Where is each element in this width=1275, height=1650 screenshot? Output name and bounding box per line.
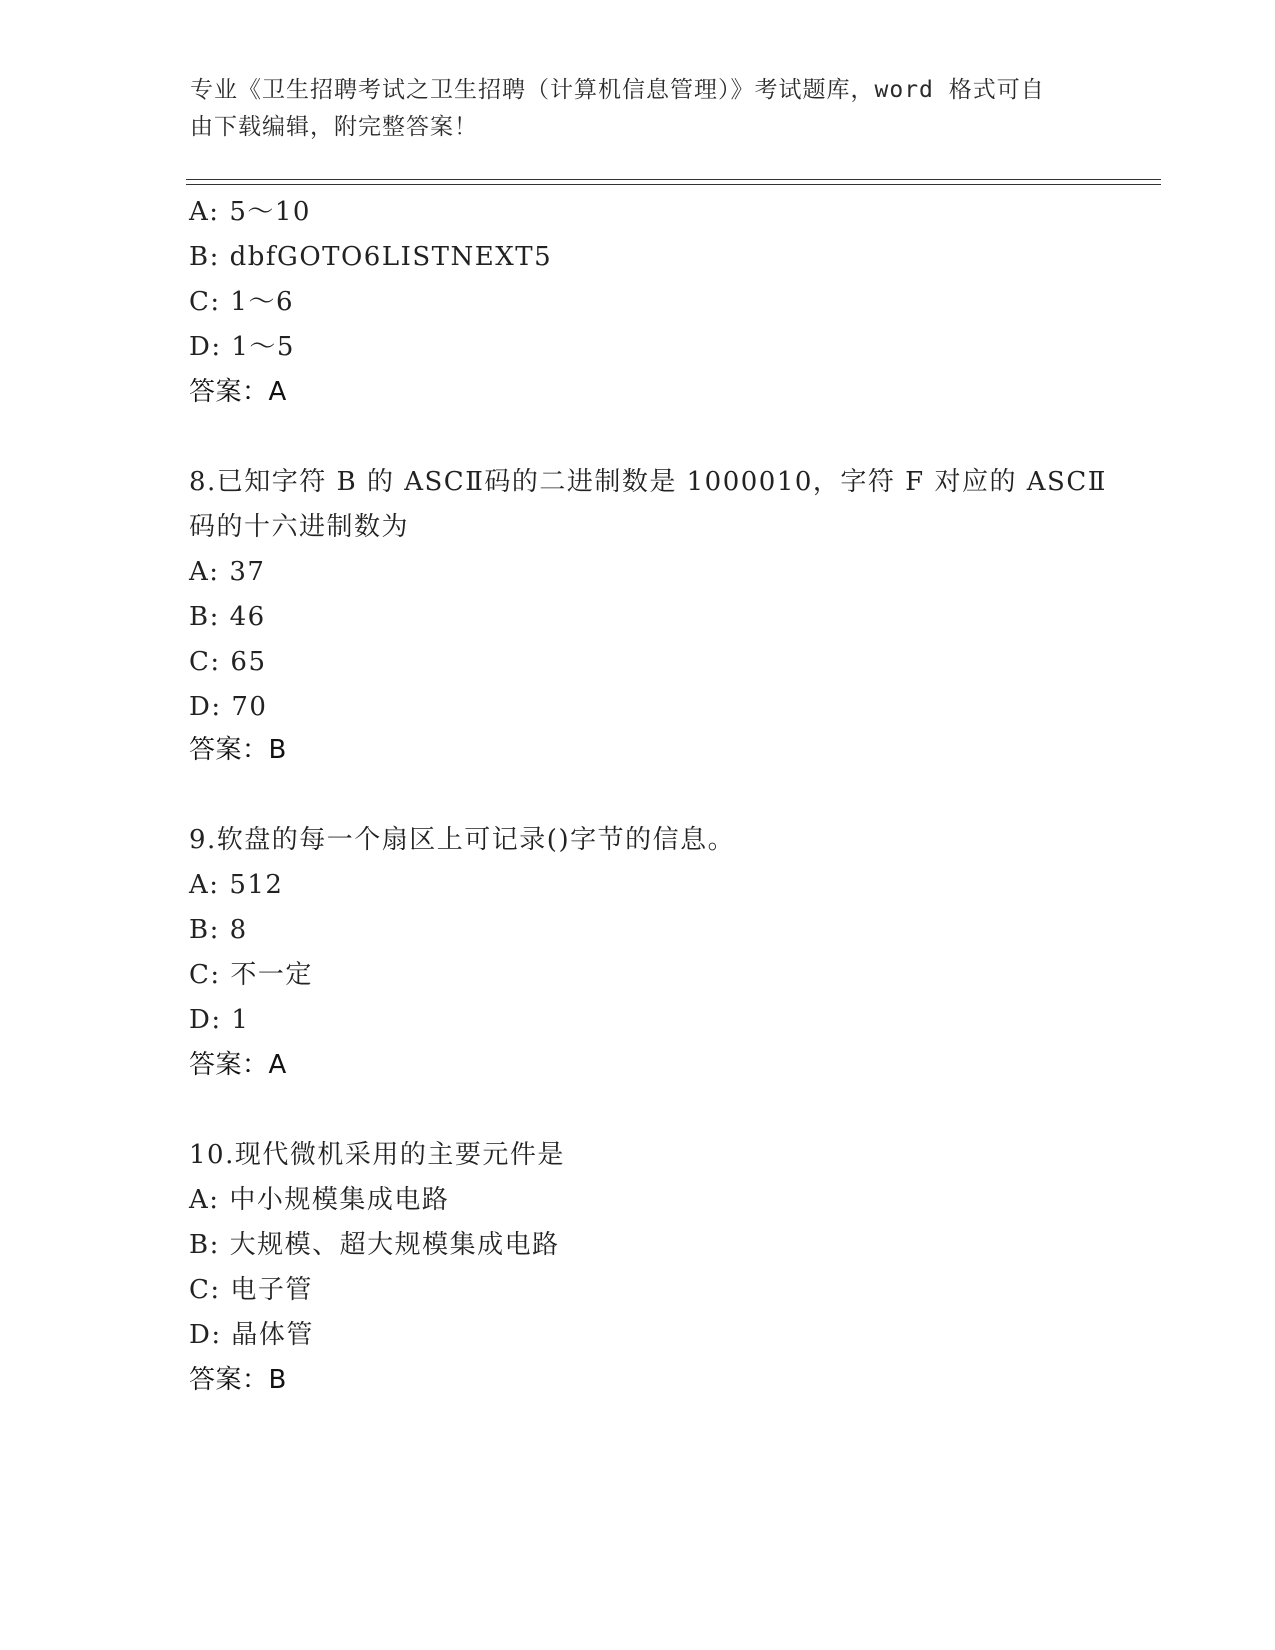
q7-option-d bbox=[189, 330, 295, 364]
option-text: 65 bbox=[230, 647, 267, 677]
option-letter: D: bbox=[189, 332, 222, 362]
q10-option-d bbox=[189, 1318, 314, 1352]
option-text: 1 bbox=[231, 1005, 250, 1035]
option-letter: B: bbox=[189, 602, 220, 632]
option-letter: A: bbox=[189, 557, 220, 587]
q8-option-c bbox=[189, 645, 267, 679]
option-text: 512 bbox=[229, 870, 284, 900]
option-text: 1～6 bbox=[230, 287, 295, 317]
option-letter: D: bbox=[189, 1005, 222, 1035]
q8-stem-line-1: 8.已知字符 B 的 ASCⅡ码的二进制数是 1000010，字符 F 对应的 ASCⅡ bbox=[189, 467, 1107, 497]
q8-answer: 答案：B bbox=[189, 735, 287, 765]
option-text: 5～10 bbox=[229, 197, 311, 227]
q8-option-a bbox=[189, 555, 265, 589]
q8-stem-line-2: 码的十六进制数为 bbox=[189, 512, 410, 542]
option-letter: A: bbox=[189, 870, 220, 900]
q10-option-c bbox=[189, 1273, 313, 1307]
document-header bbox=[190, 72, 1090, 146]
option-letter: D: bbox=[189, 692, 222, 722]
option-letter: C: bbox=[189, 960, 221, 990]
option-letter: D: bbox=[189, 1320, 222, 1350]
option-letter: C: bbox=[189, 1275, 221, 1305]
option-text: 中小规模集成电路 bbox=[229, 1185, 450, 1215]
option-letter: A: bbox=[189, 1185, 220, 1215]
header-line-2: 由下载编辑，附完整答案！ bbox=[190, 114, 478, 140]
option-letter: B: bbox=[189, 915, 220, 945]
header-rule-bottom bbox=[186, 184, 1161, 185]
q9-answer: 答案：A bbox=[189, 1050, 287, 1080]
option-text: 1～5 bbox=[231, 332, 295, 362]
q8-option-b bbox=[189, 600, 266, 634]
q10-answer: 答案：B bbox=[189, 1365, 287, 1395]
q10-option-b bbox=[189, 1228, 560, 1262]
header-line-1: 专业《卫生招聘考试之卫生招聘（计算机信息管理）》考试题库，word 格式可自 bbox=[190, 77, 1045, 103]
option-letter: C: bbox=[189, 287, 221, 317]
option-text: 37 bbox=[229, 557, 266, 587]
q8-option-d bbox=[189, 690, 267, 724]
q10-option-a bbox=[189, 1183, 449, 1217]
q7-option-c bbox=[189, 285, 294, 319]
option-text: 不一定 bbox=[230, 960, 313, 990]
q9-option-c bbox=[189, 958, 313, 992]
q7-option-a bbox=[189, 195, 311, 229]
option-text: 46 bbox=[229, 602, 266, 632]
q10-stem-line-1: 10.现代微机采用的主要元件是 bbox=[189, 1140, 565, 1170]
option-text: 大规模、超大规模集成电路 bbox=[229, 1230, 560, 1260]
option-letter: A: bbox=[189, 197, 220, 227]
q7-option-b bbox=[189, 240, 552, 274]
option-letter: B: bbox=[189, 1230, 220, 1260]
q9-option-d bbox=[189, 1003, 249, 1037]
option-text: 8 bbox=[229, 915, 248, 945]
header-rule-top bbox=[186, 179, 1161, 180]
option-text: 晶体管 bbox=[231, 1320, 314, 1350]
option-text: 70 bbox=[231, 692, 268, 722]
q9-option-b bbox=[189, 913, 248, 947]
option-letter: B: bbox=[189, 242, 220, 272]
option-letter: C: bbox=[189, 647, 221, 677]
q7-answer: 答案：A bbox=[189, 377, 287, 407]
q9-option-a bbox=[189, 868, 283, 902]
option-text: dbfGOTO6LISTNEXT5 bbox=[229, 242, 553, 272]
option-text: 电子管 bbox=[230, 1275, 313, 1305]
q9-stem-line-1: 9.软盘的每一个扇区上可记录()字节的信息。 bbox=[189, 825, 736, 855]
